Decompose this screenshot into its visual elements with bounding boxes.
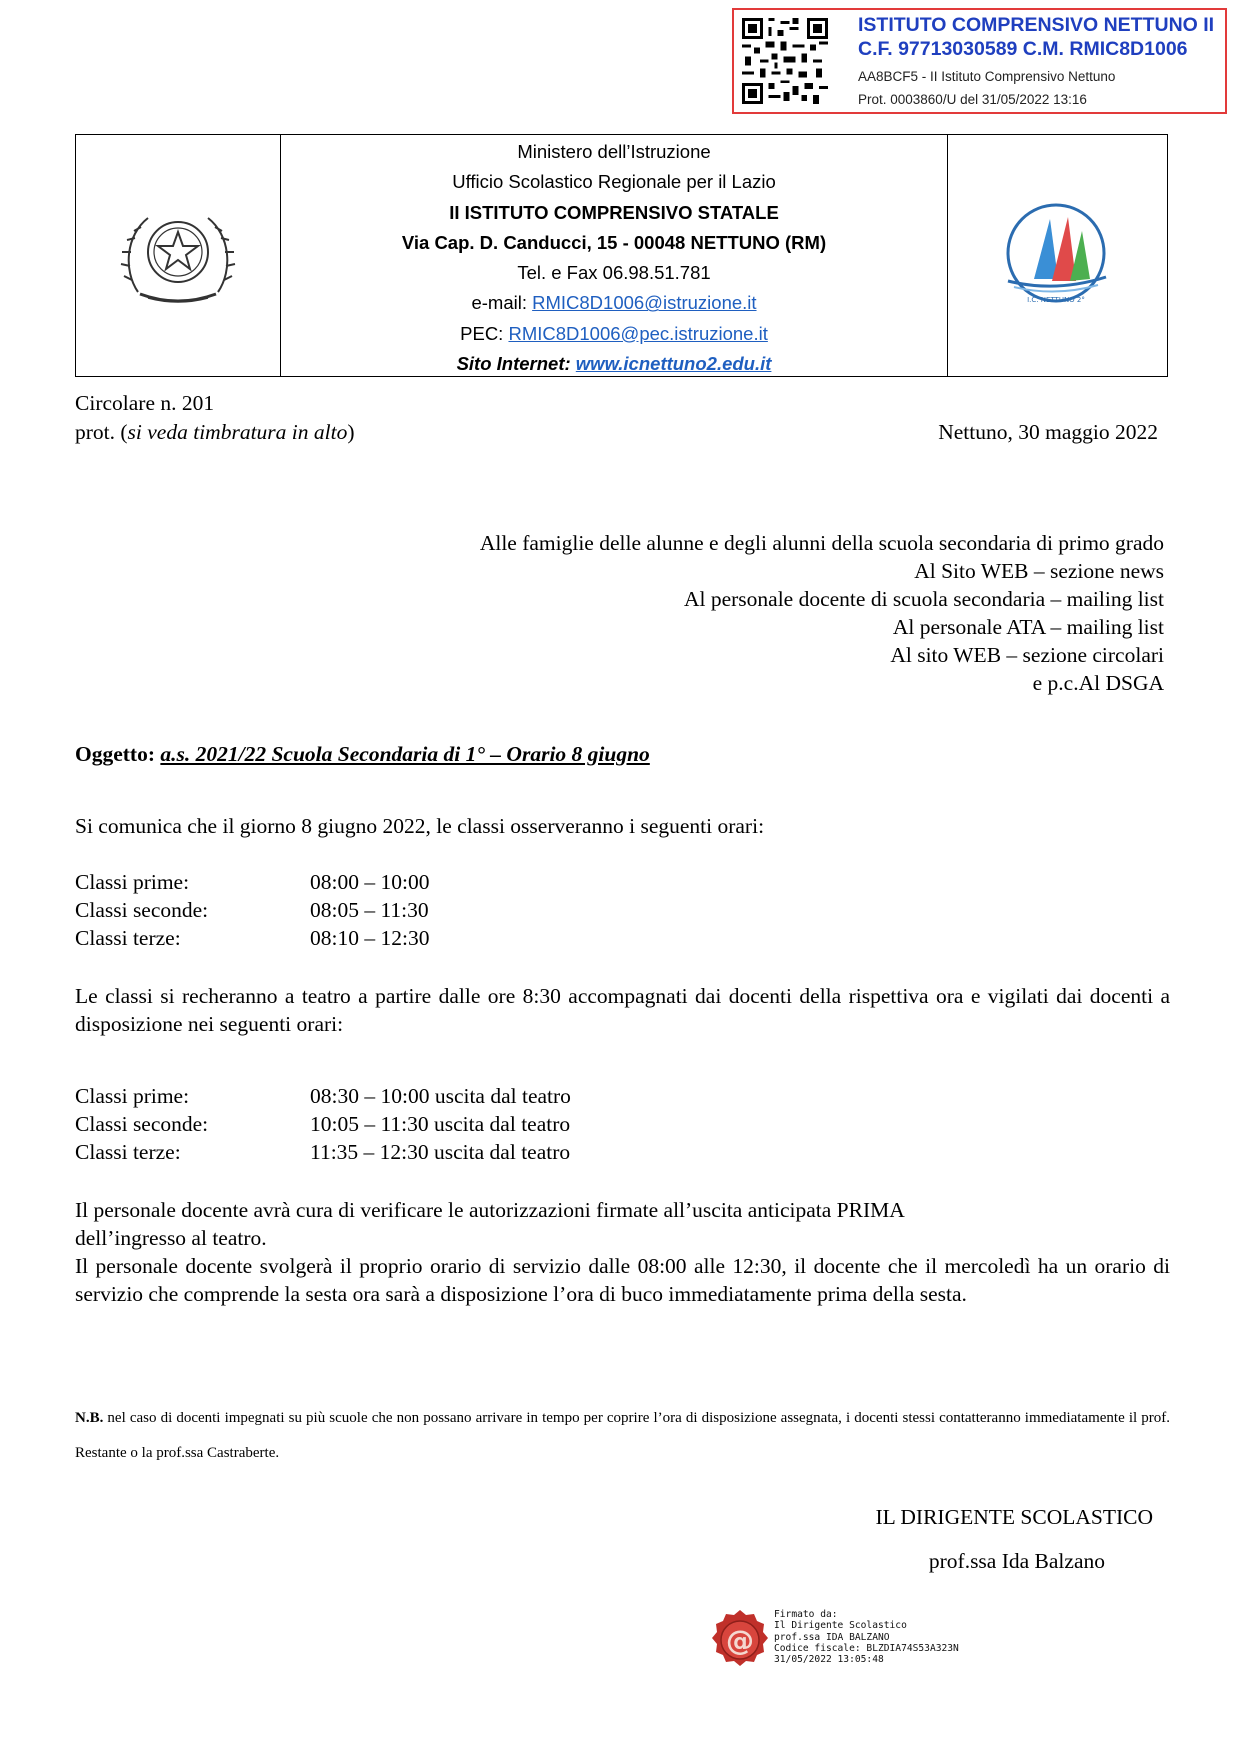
recipient-line: e p.c.Al DSGA xyxy=(1032,671,1164,695)
school-name: II ISTITUTO COMPRENSIVO STATALE xyxy=(449,201,779,223)
theatre-schedule-time: 08:30 – 10:00 uscita dal teatro xyxy=(310,1084,571,1108)
prot-suffix: ) xyxy=(347,420,355,444)
schedule-time: 08:05 – 11:30 xyxy=(310,898,429,922)
signature-role: IL DIRIGENTE SCOLASTICO xyxy=(875,1505,1153,1529)
website-line xyxy=(281,349,947,379)
schedule-time: 08:10 – 12:30 xyxy=(310,926,430,950)
theatre-schedule-time: 10:05 – 11:30 uscita dal teatro xyxy=(310,1112,571,1136)
stamp-protocol-number: Prot. 0003860/U del 31/05/2022 13:16 xyxy=(858,92,1087,107)
letterhead-table xyxy=(75,134,1168,377)
email-link[interactable]: RMIC8D1006@istruzione.it xyxy=(532,292,757,314)
school-phone: Tel. e Fax 06.98.51.781 xyxy=(517,262,711,284)
signature-detail-line: prof.ssa IDA BALZANO xyxy=(774,1631,890,1643)
theatre-schedule-label: Classi seconde: xyxy=(75,1112,209,1136)
signature-detail-line: Il Dirigente Scolastico xyxy=(774,1620,907,1632)
theatre-schedule-time: 11:35 – 12:30 uscita dal teatro xyxy=(310,1140,571,1164)
schedule-label: Classi terze: xyxy=(75,926,181,950)
school-logo-icon xyxy=(994,195,1124,315)
recipient-line: Al Sito WEB – sezione news xyxy=(914,559,1164,583)
subject-text: a.s. 2021/22 Scuola Secondaria di 1° – Orario 8 giugno xyxy=(160,742,650,766)
signature-detail-line: Codice fiscale: BLZDIA74S53A323N xyxy=(774,1642,959,1654)
schedule-label: Classi seconde: xyxy=(75,898,209,922)
email-line xyxy=(281,288,947,318)
email-label: e-mail: xyxy=(471,292,533,314)
signature-detail-line: Firmato da: xyxy=(774,1609,838,1620)
website-label: Sito Internet: xyxy=(456,353,576,375)
letterhead-emblem-cell xyxy=(76,135,281,376)
regional-office: Ufficio Scolastico Regionale per il Lazio xyxy=(452,171,776,193)
nb-text: nel caso di docenti impegnati su più scuole che non possano arrivare in tempo per coprire l’ora di disposizione assegnata, i docenti stessi contatteranno immediatamente il prof. Restante o la prof.ssa Castraberte. xyxy=(75,1410,1170,1461)
school-address: Via Cap. D. Canducci, 15 - 00048 NETTUNO (RM) xyxy=(401,231,827,253)
prot-prefix: prot. ( xyxy=(75,420,128,444)
protocol-reference xyxy=(75,418,355,446)
place-date: Nettuno, 30 maggio 2022 xyxy=(938,420,1158,444)
theatre-paragraph: Le classi si recheranno a teatro a partire dalle ore 8:30 accompagnati dai docenti della rispettiva ora e vigilati dai docenti a disposizione nei seguenti orari: xyxy=(75,984,1170,1036)
nb-note xyxy=(75,1401,1170,1471)
letterhead-logo-cell xyxy=(947,135,1167,376)
nb-label: N.B. xyxy=(75,1410,104,1426)
signature-name: prof.ssa Ida Balzano xyxy=(928,1549,1105,1573)
circolare-number: Circolare n. 201 xyxy=(75,391,215,415)
subject-label: Oggetto: xyxy=(75,742,155,766)
stamp-fiscal-code: C.F. 97713030589 C.M. RMIC8D1006 xyxy=(858,38,1188,60)
recipient-line: Al personale ATA – mailing list xyxy=(892,615,1164,639)
schedule-time: 08:00 – 10:00 xyxy=(310,870,430,894)
protocol-stamp xyxy=(732,8,1227,114)
pec-link[interactable]: RMIC8D1006@pec.istruzione.it xyxy=(508,322,768,344)
svg-text:@: @ xyxy=(726,1624,754,1657)
digital-signature-text xyxy=(774,1609,959,1665)
service-paragraph: Il personale docente svolgerà il proprio orario di servizio dalle 08:00 alle 12:30, il docente che il mercoledì ha un orario di servizio che comprende la sesta ora sarà a disposizione l’ora di buco immediatamente prima della sesta. xyxy=(75,1254,1170,1306)
logo-caption: I.C. NETTUNO 2° xyxy=(1027,296,1085,304)
website-link[interactable]: www.icnettuno2.edu.it xyxy=(575,353,772,375)
authorization-line-2: dell’ingresso al teatro. xyxy=(75,1226,267,1250)
pec-line xyxy=(281,319,947,349)
stamp-aoo: AA8BCF5 - II Istituto Comprensivo Nettuno xyxy=(858,69,1116,84)
subject xyxy=(75,740,650,768)
recipient-line: Al sito WEB – sezione circolari xyxy=(890,643,1164,667)
italian-republic-emblem-icon xyxy=(118,200,238,312)
digital-signature-seal-icon xyxy=(708,1608,772,1672)
authorization-line-1: Il personale docente avrà cura di verificare le autorizzazioni firmate all’uscita anticipata PRIMA xyxy=(75,1198,905,1222)
pec-label: PEC: xyxy=(460,322,509,344)
recipient-line: Al personale docente di scuola secondaria – mailing list xyxy=(683,587,1164,611)
theatre-schedule-label: Classi prime: xyxy=(75,1084,190,1108)
letterhead-text xyxy=(281,135,947,378)
schedule-label: Classi prime: xyxy=(75,870,190,894)
ministry-name: Ministero dell’Istruzione xyxy=(517,141,711,162)
theatre-schedule-label: Classi terze: xyxy=(75,1140,181,1164)
recipient-line: Alle famiglie delle alunne e degli alunni della scuola secondaria di primo grado xyxy=(479,531,1164,555)
intro-paragraph: Si comunica che il giorno 8 giugno 2022, le classi osserveranno i seguenti orari: xyxy=(75,814,765,838)
stamp-institute-name: ISTITUTO COMPRENSIVO NETTUNO II xyxy=(858,14,1215,36)
prot-italic: si veda timbratura in alto xyxy=(127,420,348,444)
qr-code-icon xyxy=(742,18,828,104)
signature-detail-line: 31/05/2022 13:05:48 xyxy=(774,1654,884,1666)
